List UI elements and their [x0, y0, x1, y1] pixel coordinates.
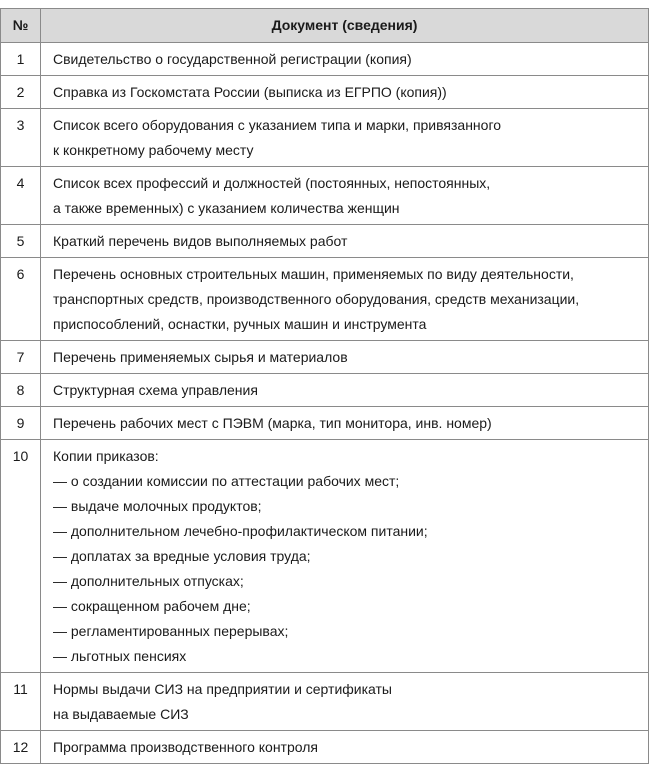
row-number: 1: [1, 43, 41, 76]
document-line: — доплатах за вредные условия труда;: [53, 548, 311, 564]
row-number: 10: [1, 440, 41, 673]
row-document: [41, 731, 649, 764]
document-line: к конкретному рабочему месту: [53, 142, 254, 158]
table-body: [1, 43, 649, 764]
document-line: Перечень основных строительных машин, применяемых по виду деятельности,: [53, 266, 574, 282]
table-row: [1, 167, 649, 225]
document-line: Список всего оборудования с указанием типа и марки, привязанного: [53, 117, 502, 133]
row-number: 6: [1, 258, 41, 341]
row-document: [41, 109, 649, 167]
document-line: — дополнительных отпусках;: [53, 573, 244, 589]
row-number: 5: [1, 225, 41, 258]
document-line: Перечень применяемых сырья и материалов: [53, 349, 348, 365]
table-row: [1, 341, 649, 374]
table-row: [1, 258, 649, 341]
row-document: [41, 76, 649, 109]
row-number: 3: [1, 109, 41, 167]
document-line: транспортных средств, производственного оборудования, средств механизации,: [53, 291, 580, 307]
document-line: Нормы выдачи СИЗ на предприятии и сертификаты: [53, 681, 392, 697]
table-row: [1, 76, 649, 109]
header-row: [1, 9, 649, 43]
row-document: [41, 673, 649, 731]
document-line: — сокращенном рабочем дне;: [53, 598, 251, 614]
document-line: — дополнительном лечебно-профилактическом питании;: [53, 523, 428, 539]
row-number: 12: [1, 731, 41, 764]
table-row: [1, 43, 649, 76]
table-row: [1, 440, 649, 673]
row-document: [41, 225, 649, 258]
row-number: 11: [1, 673, 41, 731]
document-line: Программа производственного контроля: [53, 739, 318, 755]
document-line: Справка из Госкомстата России (выписка из ЕГРПО (копия)): [53, 84, 447, 100]
row-number: 2: [1, 76, 41, 109]
row-number: 8: [1, 374, 41, 407]
table-row: [1, 109, 649, 167]
header-number: №: [1, 9, 41, 43]
row-document: [41, 407, 649, 440]
document-line: Структурная схема управления: [53, 382, 258, 398]
table-row: [1, 673, 649, 731]
row-number: 7: [1, 341, 41, 374]
document-line: — регламентированных перерывах;: [53, 623, 289, 639]
documents-table: [0, 8, 649, 764]
document-line: — о создании комиссии по аттестации рабочих мест;: [53, 473, 400, 489]
row-document: [41, 440, 649, 673]
header-document: Документ (сведения): [41, 9, 649, 43]
document-line: Свидетельство о государственной регистрации (копия): [53, 51, 412, 67]
document-line: а также временных) с указанием количества женщин: [53, 200, 400, 216]
document-line: на выдаваемые СИЗ: [53, 706, 189, 722]
row-document: [41, 341, 649, 374]
document-line: Копии приказов:: [53, 448, 159, 464]
table-row: [1, 225, 649, 258]
document-line: Перечень рабочих мест с ПЭВМ (марка, тип монитора, инв. номер): [53, 415, 492, 431]
document-line: Краткий перечень видов выполняемых работ: [53, 233, 348, 249]
row-document: [41, 167, 649, 225]
table-header: [1, 9, 649, 43]
row-number: 9: [1, 407, 41, 440]
row-document: [41, 43, 649, 76]
document-line: — выдаче молочных продуктов;: [53, 498, 262, 514]
document-line: — льготных пенсиях: [53, 648, 187, 664]
table-row: [1, 407, 649, 440]
document-line: приспособлений, оснастки, ручных машин и инструмента: [53, 316, 427, 332]
row-number: 4: [1, 167, 41, 225]
row-document: [41, 258, 649, 341]
table-row: [1, 374, 649, 407]
row-document: [41, 374, 649, 407]
document-line: Список всех профессий и должностей (постоянных, непостоянных,: [53, 175, 491, 191]
table-row: [1, 731, 649, 764]
